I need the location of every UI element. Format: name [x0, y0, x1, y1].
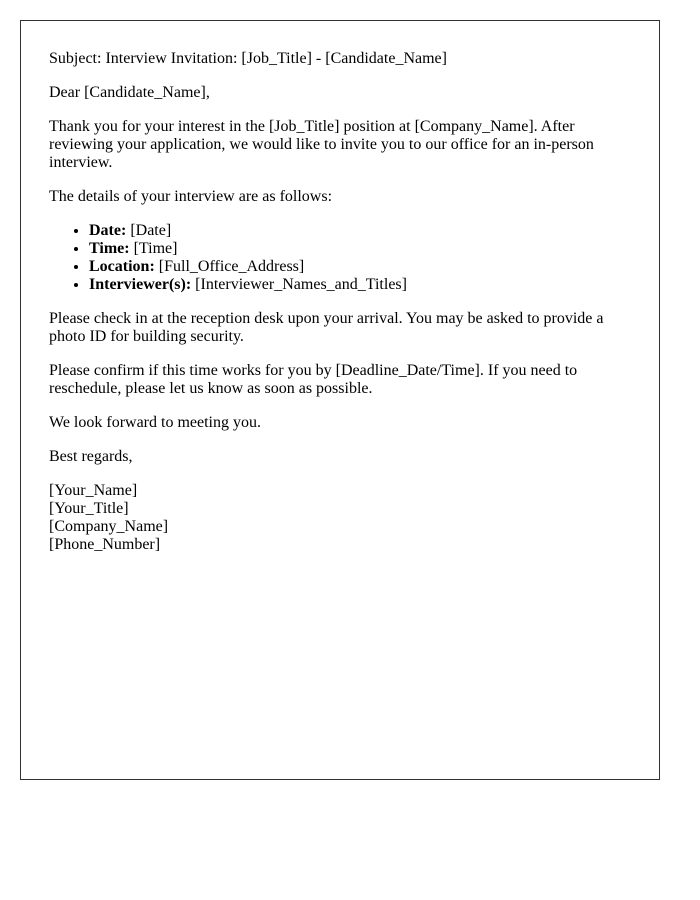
- detail-value: [Date]: [130, 222, 172, 239]
- signature-block: [49, 482, 631, 554]
- detail-item-interviewers: [89, 276, 631, 294]
- signature-phone: [Phone_Number]: [49, 536, 161, 553]
- signature-company: [Company_Name]: [49, 518, 169, 535]
- details-lead: The details of your interview are as follows:: [49, 188, 333, 205]
- confirm-paragraph: Please confirm if this time works for you by [Deadline_Date/Time]. If you need to reschedule, please let us know as soon as possible.: [49, 362, 578, 397]
- detail-label: Location:: [89, 258, 155, 275]
- detail-value: [Time]: [133, 240, 178, 257]
- detail-item-date: [89, 222, 631, 240]
- signature-title: [Your_Title]: [49, 500, 129, 517]
- interview-details-list: [49, 222, 631, 294]
- detail-label: Interviewer(s):: [89, 276, 192, 293]
- detail-label: Time:: [89, 240, 130, 257]
- signature-name: [Your_Name]: [49, 482, 138, 499]
- signoff: Best regards,: [49, 448, 133, 465]
- detail-item-location: [89, 258, 631, 276]
- intro-paragraph: Thank you for your interest in the [Job_Title] position at [Company_Name]. After reviewing your application, we would like to invite you to our office for an in-person interview.: [49, 118, 594, 171]
- closing-line: We look forward to meeting you.: [49, 414, 261, 431]
- subject-line: Subject: Interview Invitation: [Job_Title] - [Candidate_Name]: [49, 50, 447, 67]
- letter-page: [20, 20, 660, 780]
- detail-item-time: [89, 240, 631, 258]
- checkin-paragraph: Please check in at the reception desk upon your arrival. You may be asked to provide a photo ID for building security.: [49, 310, 604, 345]
- detail-value: [Interviewer_Names_and_Titles]: [195, 276, 407, 293]
- detail-label: Date:: [89, 222, 127, 239]
- detail-value: [Full_Office_Address]: [158, 258, 305, 275]
- greeting: Dear [Candidate_Name],: [49, 84, 210, 101]
